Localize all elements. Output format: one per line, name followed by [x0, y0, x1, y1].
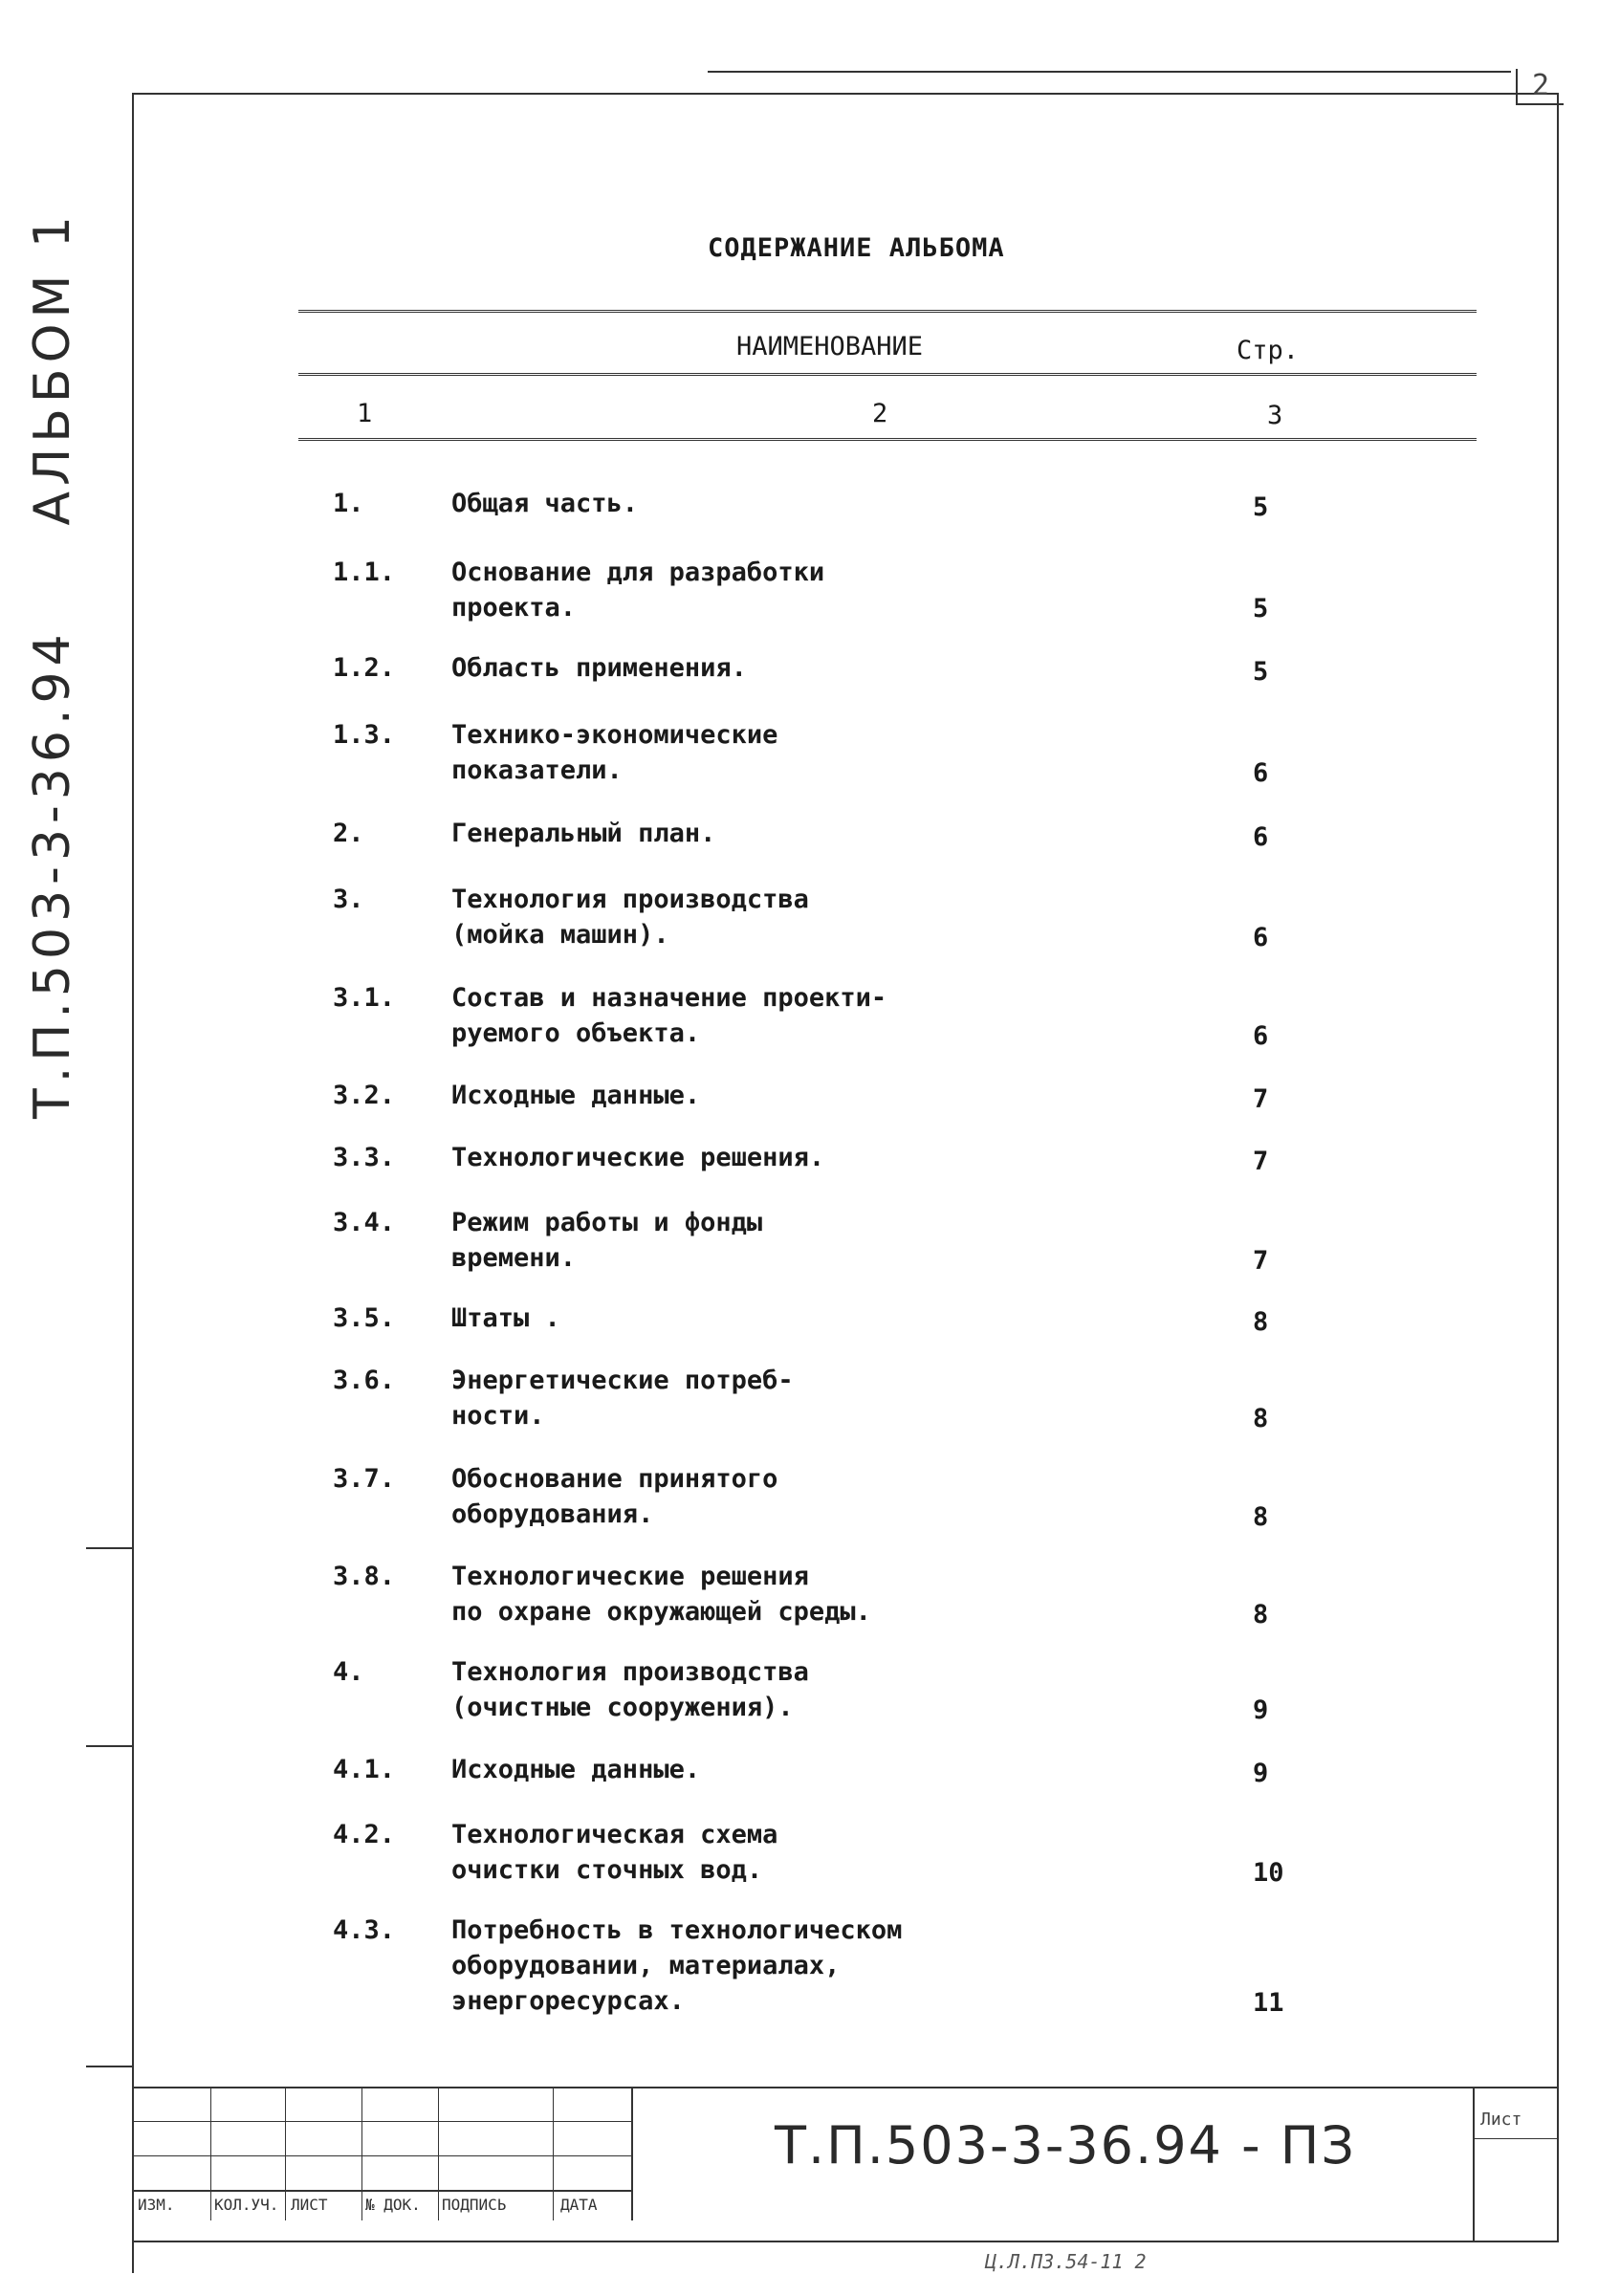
toc-title: Режим работы и фонды времени.: [451, 1208, 763, 1273]
toc-number: 3.3.: [333, 1143, 396, 1172]
toc-title: Технологические решения по охране окружающей среды.: [451, 1562, 871, 1627]
toc-number: 1.3.: [333, 720, 396, 750]
toc-page: 10: [1253, 1858, 1284, 1888]
toc-title: Область применения.: [451, 653, 747, 683]
toc-page: 9: [1253, 1695, 1269, 1725]
stamp-row-line-3: [134, 2190, 631, 2192]
stamp-col-line: [361, 2087, 362, 2220]
frame-bottom-line: [134, 2241, 1559, 2242]
stamp-row-line-2: [134, 2155, 631, 2156]
side-strip-divider-1: [86, 1547, 134, 1549]
column-number-3: 3: [1267, 401, 1283, 430]
column-number-2: 2: [872, 399, 888, 428]
toc-number: 4.: [333, 1657, 364, 1687]
stamp-sheet-label: Лист: [1480, 2110, 1522, 2130]
header-rule-top: [298, 310, 1477, 313]
toc-title: Энергетические потреб- ности.: [451, 1366, 794, 1431]
toc-number: 3.2.: [333, 1081, 396, 1110]
footer-note: Ц.Л.ПЗ.54-11 2: [985, 2250, 1147, 2273]
frame-top-line: [134, 93, 1559, 95]
stamp-label-doc-number: № ДОК.: [365, 2196, 421, 2214]
toc-number: 4.1.: [333, 1755, 396, 1784]
frame-left-line: [132, 93, 134, 2273]
toc-title: Обоснование принятого оборудования.: [451, 1464, 778, 1529]
toc-title: Общая часть.: [451, 489, 639, 518]
toc-number: 4.3.: [333, 1915, 396, 1945]
toc-title: Технологические решения.: [451, 1143, 825, 1172]
toc-page: 8: [1253, 1307, 1269, 1337]
stamp-label-change: ИЗМ.: [138, 2196, 175, 2214]
toc-page: 7: [1253, 1147, 1269, 1176]
toc-title: Технико-экономические показатели.: [451, 720, 778, 785]
column-header-page: Стр.: [1237, 336, 1300, 365]
stamp-label-sheet: ЛИСТ: [291, 2196, 328, 2214]
side-strip-divider-2: [86, 1745, 134, 1747]
stamp-col-line: [438, 2087, 439, 2220]
toc-number: 1.2.: [333, 653, 396, 683]
album-label: Т.П.503-3-36.94: [24, 628, 81, 1119]
stamp-label-signature: ПОДПИСЬ: [442, 2196, 507, 2214]
toc-page: 6: [1253, 1021, 1269, 1051]
toc-title: Исходные данные.: [451, 1081, 701, 1110]
stamp-col-line: [285, 2087, 286, 2220]
toc-page: 11: [1253, 1988, 1284, 2018]
toc-number: 1.1.: [333, 558, 396, 587]
stamp-row-line-1: [134, 2121, 631, 2122]
toc-page: 7: [1253, 1084, 1269, 1114]
toc-page: 9: [1253, 1759, 1269, 1788]
toc-page: 5: [1253, 594, 1269, 623]
toc-number: 3.7.: [333, 1464, 396, 1494]
toc-number: 3.6.: [333, 1366, 396, 1395]
toc-number: 3.5.: [333, 1303, 396, 1333]
toc-number: 3.1.: [333, 983, 396, 1013]
toc-title: Технологическая схема очистки сточных вод.: [451, 1820, 778, 1885]
album-number-label: АЛЬБОМ 1: [24, 210, 81, 526]
toc-number: 2.: [333, 819, 364, 848]
toc-page: 6: [1253, 923, 1269, 952]
toc-title: Генеральный план.: [451, 819, 716, 848]
toc-page: 5: [1253, 657, 1269, 687]
sheet-number: 2: [1516, 69, 1564, 105]
stamp-col-line: [631, 2087, 633, 2220]
stamp-label-quantity: КОЛ.УЧ.: [214, 2196, 279, 2214]
stamp-col-line: [210, 2087, 211, 2220]
toc-page: 8: [1253, 1404, 1269, 1433]
page-title: СОДЕРЖАНИЕ АЛЬБОМА: [708, 233, 1005, 263]
toc-page: 6: [1253, 758, 1269, 788]
toc-page: 8: [1253, 1502, 1269, 1532]
frame-right-line: [1557, 93, 1559, 2241]
stamp-label-date: ДАТА: [560, 2196, 598, 2214]
toc-title: Основание для разработки проекта.: [451, 558, 825, 623]
toc-title: Состав и назначение проекти- руемого объекта.: [451, 983, 887, 1048]
stamp-top-line: [134, 2087, 1559, 2088]
toc-number: 3.4.: [333, 1208, 396, 1237]
toc-number: 3.8.: [333, 1562, 396, 1591]
side-strip-divider-3: [86, 2066, 134, 2067]
toc-page: 5: [1253, 492, 1269, 522]
toc-title: Технология производства (мойка машин).: [451, 885, 809, 950]
header-rule-bottom: [298, 438, 1477, 441]
toc-page: 7: [1253, 1246, 1269, 1276]
stamp-sheet-row-line: [1473, 2138, 1559, 2139]
header-rule-mid: [298, 373, 1477, 376]
toc-title: Исходные данные.: [451, 1755, 701, 1784]
column-header-name: НАИМЕНОВАНИЕ: [736, 332, 924, 361]
toc-title: Штаты .: [451, 1303, 560, 1333]
side-label: [24, 210, 100, 1119]
toc-page: 8: [1253, 1600, 1269, 1629]
toc-page: 6: [1253, 822, 1269, 852]
document-code: Т.П.503-3-36.94 - ПЗ: [775, 2115, 1356, 2176]
stamp-sheet-col-line: [1473, 2087, 1475, 2241]
frame-top-upper-line: [708, 71, 1511, 73]
toc-title: Потребность в технологическом оборудовании, материалах, энергоресурсах.: [451, 1915, 903, 2016]
column-number-1: 1: [357, 399, 373, 428]
toc-title: Технология производства (очистные сооружения).: [451, 1657, 809, 1722]
toc-number: 4.2.: [333, 1820, 396, 1849]
stamp-col-line: [553, 2087, 554, 2220]
toc-number: 3.: [333, 885, 364, 914]
toc-number: 1.: [333, 489, 364, 518]
